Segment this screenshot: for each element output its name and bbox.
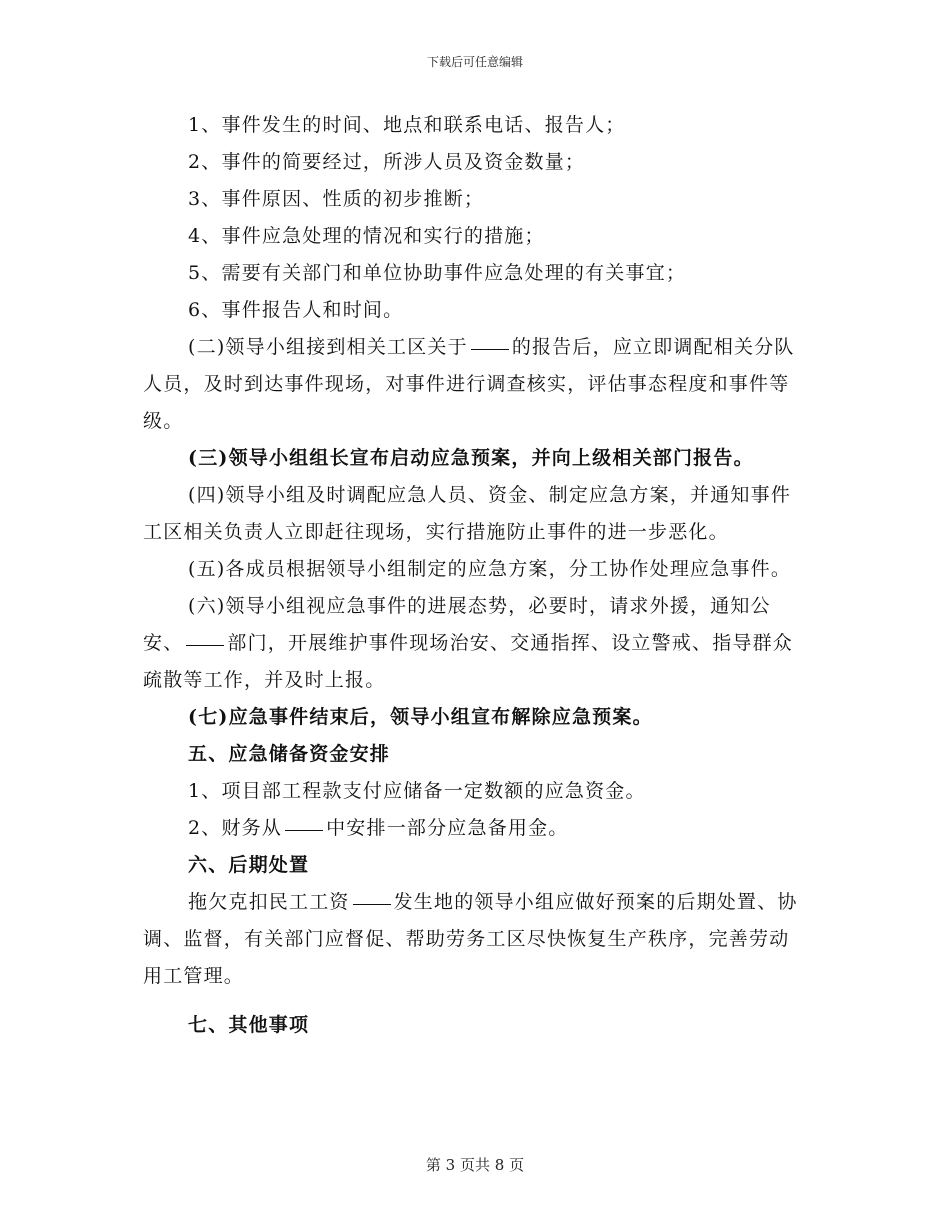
- paragraph-text: 中安排一部分应急备用金。: [326, 817, 569, 839]
- section-heading-5: 五、应急储备资金安排: [188, 743, 391, 765]
- list-item-1: 1、事件发生的时间、地点和联系电话、报告人；: [188, 114, 626, 136]
- section-heading-6: 六、后期处置: [188, 854, 310, 876]
- list-item-4: 4、事件应急处理的情况和实行的措施；: [188, 225, 545, 247]
- paragraph-text: 部门，开展维护事件现场治安、交通指挥、设立警戒、指导群众疏散等工作，并及时上报。: [143, 632, 794, 691]
- aftermath-paragraph: [143, 884, 808, 995]
- fund-item-2: [143, 810, 808, 847]
- fill-blank: [186, 644, 224, 646]
- paragraph-text: 发生地的领导小组应做好预案的后期处置、协调、监督，有关部门应督促、帮助劳务工区尽快恢复生产秩序，完善劳动用工管理。: [143, 891, 798, 987]
- fill-blank: [353, 903, 391, 905]
- paragraph-2: [143, 329, 808, 440]
- paragraph-text: 2、财务从: [188, 817, 283, 839]
- list-item-6: 6、事件报告人和时间。: [188, 299, 404, 321]
- section-heading-7: 七、其他事项: [188, 1014, 310, 1036]
- paragraph-4: (四)领导小组及时调配应急人员、资金、制定应急方案，并通知事件工区相关负责人立即赶往现场，实行措施防止事件的进一步恶化。: [143, 484, 792, 543]
- paragraph-6: [143, 588, 808, 699]
- fill-blank: [471, 348, 509, 350]
- fund-item-1: 1、项目部工程款支付应储备一定数额的应急资金。: [188, 780, 646, 802]
- paragraph-3: (三)领导小组组长宣布启动应急预案，并向上级相关部门报告。: [188, 447, 754, 469]
- list-item-3: 3、事件原因、性质的初步推断；: [188, 188, 485, 210]
- paragraph-text: 拖欠克扣民工工资: [188, 891, 350, 913]
- paragraph-text: (六)领导小组视应急事件的进展态势，必要时，请求外援，通知公安、: [143, 595, 771, 654]
- paragraph-text: (二)领导小组接到相关工区关于: [188, 336, 468, 358]
- page-footer: 第 3 页共 8 页: [425, 1156, 525, 1174]
- paragraph-7: (七)应急事件结束后，领导小组宣布解除应急预案。: [188, 706, 653, 728]
- fill-blank: [285, 829, 323, 831]
- page-header: 下载后可任意编辑: [426, 55, 523, 69]
- list-item-2: 2、事件的简要经过，所涉人员及资金数量；: [188, 151, 586, 173]
- paragraph-text: 的报告后，应立即调配相关分队人员，及时到达事件现场，对事件进行调查核实，评估事态程度和事件等级。: [143, 336, 795, 432]
- list-item-5: 5、需要有关部门和单位协助事件应急处理的有关事宜；: [188, 262, 687, 284]
- document-body: [143, 107, 808, 1044]
- paragraph-5: (五)各成员根据领导小组制定的应急方案，分工协作处理应急事件。: [188, 558, 792, 580]
